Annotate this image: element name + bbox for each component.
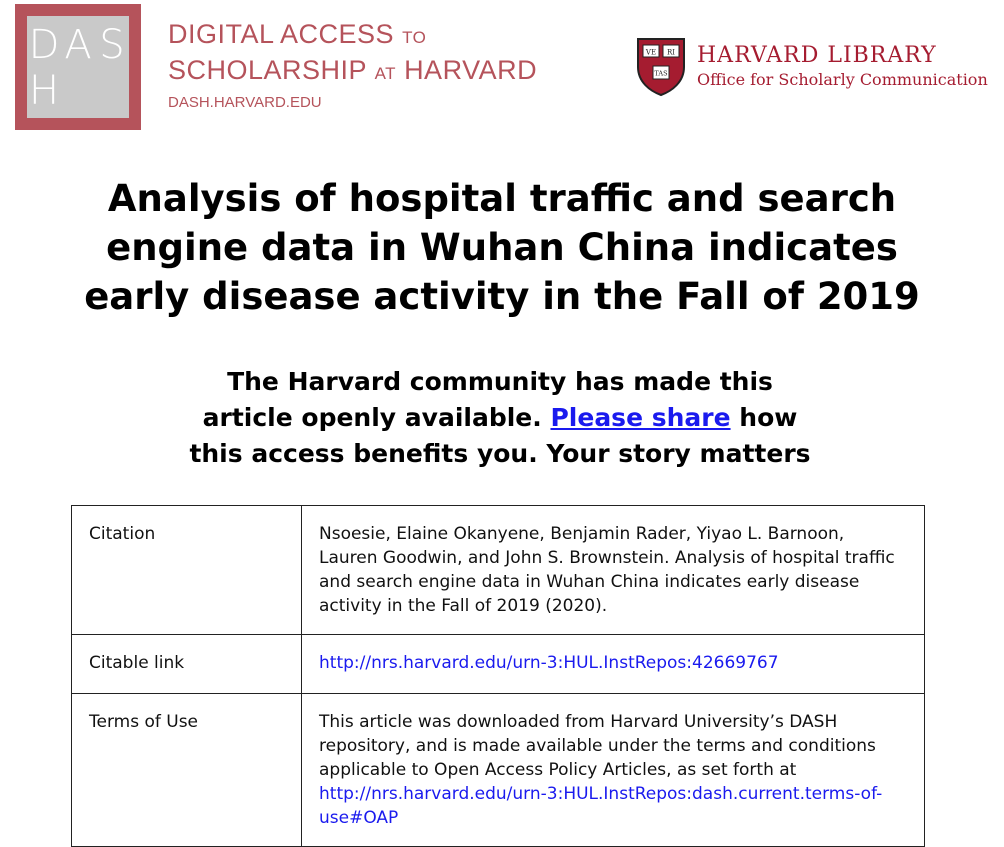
citation-value: Nsoesie, Elaine Okanyene, Benjamin Rader, Yiyao L. Barnoon, Lauren Goodwin, and John S. Brownstein. Analysis of hospital traffic and search engine data in Wuhan China indicates early disease activity in the Fall of 2019 (2020).	[302, 506, 925, 635]
share-line2	[150, 400, 850, 436]
dash-title-main: SCHOLARSHIP	[168, 55, 367, 85]
dash-logo-panel	[27, 16, 129, 118]
dash-logo-letter: S	[99, 22, 125, 68]
dash-title-line2	[168, 54, 537, 90]
dash-title-main: DIGITAL ACCESS	[168, 19, 395, 49]
dash-logo-letter: A	[64, 22, 92, 68]
article-title	[60, 174, 944, 321]
harvard-library-title	[697, 42, 988, 90]
library-office: Office for Scholarly Communication	[697, 70, 988, 89]
citable-link-label: Citable link	[72, 635, 302, 694]
share-line1: The Harvard community has made this	[227, 367, 773, 396]
share-line2-post: how	[739, 403, 798, 432]
shield-text: RI	[666, 48, 676, 57]
dash-title-end: HARVARD	[404, 55, 538, 85]
citable-link[interactable]: http://nrs.harvard.edu/urn-3:HUL.InstRepos:42669767	[319, 653, 779, 673]
citable-link-row	[72, 635, 925, 694]
dash-logo-letter: H	[28, 68, 60, 114]
dash-logo	[15, 4, 141, 130]
harvard-shield-icon	[636, 37, 686, 97]
terms-link[interactable]: http://nrs.harvard.edu/urn-3:HUL.InstRepos:dash.current.terms-of-use#OAP	[319, 784, 883, 828]
article-title-line: Analysis of hospital traffic and search	[107, 177, 897, 220]
shield-text: TAS	[654, 69, 668, 78]
dash-title	[168, 18, 537, 90]
dash-logo-letter: D	[28, 22, 60, 68]
dash-title-line1	[168, 18, 537, 54]
article-title-line: engine data in Wuhan China indicates	[106, 226, 898, 269]
citable-link-cell	[302, 635, 925, 694]
dash-title-small: AT	[374, 64, 397, 83]
dash-title-small: TO	[402, 28, 427, 47]
info-table	[71, 505, 925, 847]
shield-text: VE	[645, 48, 657, 57]
dash-url: DASH.HARVARD.EDU	[168, 94, 322, 111]
please-share-link[interactable]: Please share	[550, 403, 731, 432]
citation-row	[72, 506, 925, 635]
share-line3: this access benefits you. Your story matters	[189, 439, 811, 468]
citation-label: Citation	[72, 506, 302, 635]
share-message	[150, 364, 850, 472]
dash-logo-letters	[27, 22, 129, 114]
terms-text: This article was downloaded from Harvard University’s DASH repository, and is made available under the terms and conditions applicable to Open Access Policy Articles, as set forth at	[319, 712, 876, 780]
library-name: HARVARD LIBRARY	[697, 43, 937, 68]
terms-row	[72, 694, 925, 847]
article-title-line: early disease activity in the Fall of 2019	[84, 275, 920, 318]
terms-label: Terms of Use	[72, 694, 302, 847]
terms-cell	[302, 694, 925, 847]
share-line2-pre: article openly available.	[202, 403, 542, 432]
